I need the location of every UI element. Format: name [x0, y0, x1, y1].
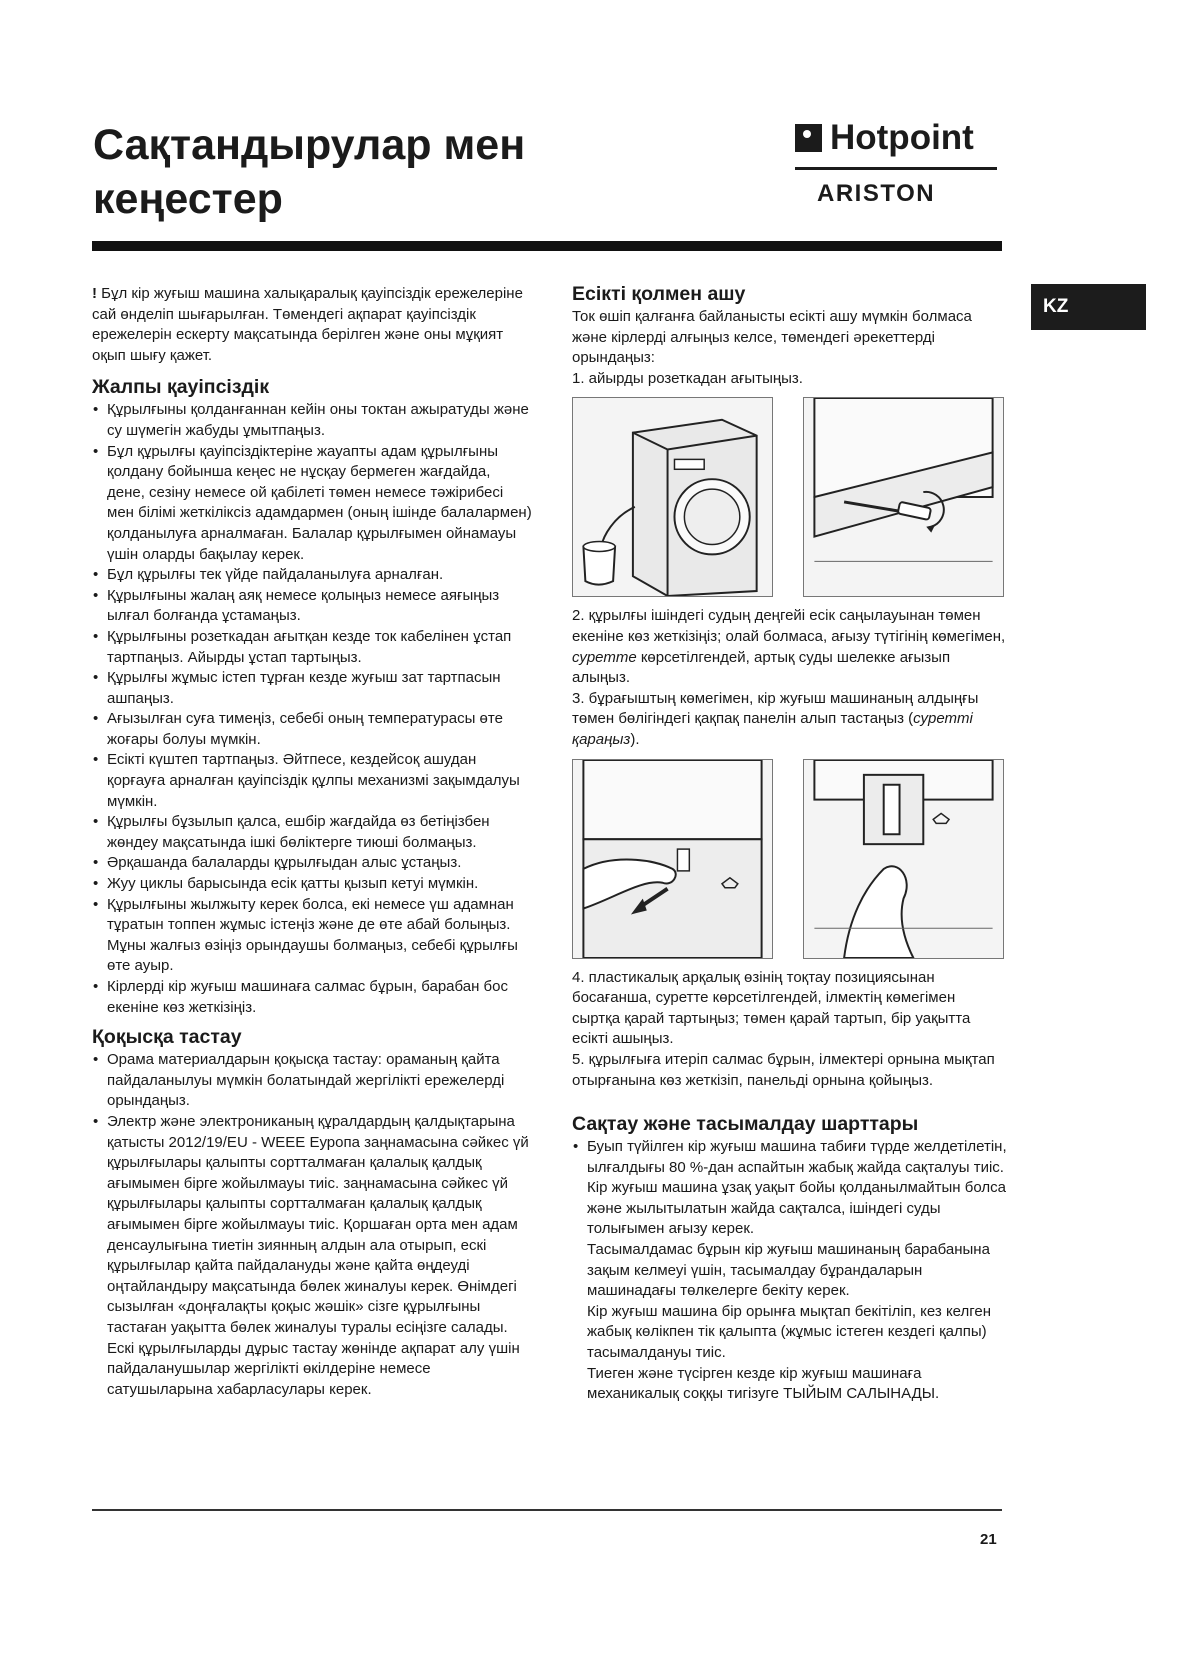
list-item: • Ағызылған суға тимеңіз, себебі оның температурасы өте жоғары болуы мүмкін.	[92, 709, 532, 750]
step-4: 4. пластикалық арқалық өзінің тоқтау позициясынан босағанша, суретте көрсетілгендей, ілмектің көмегімен сыртқа қарай тартыңыз; төмен қарай тартып, бір уақытта есікті ашыңыз.	[572, 968, 971, 1048]
logo-mark-icon	[795, 124, 822, 152]
list-item: • Құрылғыны жалаң аяқ немесе қолыңыз немесе аяғыңыз ылғал болғанда ұстамаңыз.	[92, 586, 532, 627]
list-item: • Құрылғыны қолданғаннан кейін оны токтан ажыратуды және су шүмегін жабуды ұмытпаңыз.	[92, 400, 532, 441]
safety-list	[92, 400, 532, 1018]
list-item: • Электр және электрониканың құралдардың қалдықтарына қатысты 2012/19/EU - WEEE Еуропа заңнамасына сәйкес үй құрылғылары қалыпты сортталмаған қалалық қалдық ағымымен бірге жойылмауы тиіс. заңнамасына сәйкес үй құрылғылары қалыпты сортталмаған қалалық қалдық ағымымен бірге жойылмауы тиіс. Қоршаған орта мен адам денсаулығына тиетін зиянның алдын ала отырып, ескі құрылғылар қайта пайдалануды және қайта өңдеуді оңтайландыру мақсатында бөлек жиналуы керек. Өнімдегі сызылған «доңғалақты қоқыс жәшік» сізге құрылғыны тастаған уақытта бөлек жиналуы туралы есіңізге салады. Ескі құрылғыларды дұрыс тастау жөнінде ақпарат алу үшін пайдаланушылар жергілікті өкілдеріне немесе сатушыларына хабарласулары керек.	[92, 1112, 532, 1400]
list-item: • Құрылғы жұмыс істеп тұрған кезде жуғыш зат тартпасын ашпаңыз.	[92, 668, 532, 709]
right-column	[572, 281, 1007, 1405]
list-item: • Әрқашанда балаларды құрылғыдан алыс ұстаңыз.	[92, 853, 532, 874]
header-divider	[92, 241, 1002, 251]
brand-name: Hotpoint	[830, 118, 974, 157]
storage-list	[572, 1137, 1007, 1178]
hook-pull-illustration	[572, 759, 773, 959]
list-item: • Жуу циклы барысында есік қатты қызып кетуі мүмкін.	[92, 874, 532, 895]
safety-note	[92, 284, 532, 366]
step-1: 1. айырды розеткадан ағытыңыз.	[572, 369, 803, 387]
figure-row-2	[572, 759, 1004, 959]
list-item: • Құрылғы бұзылып қалса, ешбір жағдайда өз бетіңізбен жөндеу мақсатында ішкі бөліктерге тиюші болмаңыз.	[92, 812, 532, 853]
page-number: 21	[980, 1531, 997, 1548]
step-5: 5. құрылғыға итеріп салмас бұрын, ілмектері орнына мықтап отырғанына көз жеткізіп, панельді орнына қойыңыз.	[572, 1050, 995, 1089]
door-intro: Ток өшіп қалғанға байланысты есікті ашу мүмкін болмаса және кірлерді алғыңыз келсе, төмендегі әрекеттерді орындаңыз:	[572, 308, 972, 367]
brand-subname: ARISTON	[817, 180, 936, 207]
page-title-line2: кеңестер	[93, 175, 283, 223]
brand-logo	[795, 118, 1000, 218]
language-tab: KZ	[1031, 284, 1146, 330]
list-item: • Орама материалдарын қоқысқа тастау: ораманың қайта пайдаланылуы мүмкін болатындай жергілікті ережелерді орындаңыз.	[92, 1050, 532, 1112]
list-item: • Кірлерді кір жуғыш машинаға салмас бұрын, барабан бос екеніне көз жеткізіңіз.	[92, 977, 532, 1018]
list-item: • Құрылғыны розеткадан ағытқан кезде ток кабелінен ұстап тартпаңыз. Айырды ұстап тартыңыз.	[92, 627, 532, 668]
step-2: 2. құрылғы ішіндегі судың деңгейі есік саңылауынан төмен екеніне көз жеткізіңіз; олай болмаса, ағызу түтігінің көмегімен, суретте көрсетілгендей, артық суды шелекке ағызып алыңыз.	[572, 607, 1006, 687]
page-title	[93, 118, 653, 226]
section-title-disposal: Қоқысқа тастау	[92, 1026, 242, 1049]
storage-paragraph: Кір жуғыш машина бір орынға мықтап бекітіліп, кез келген жабық көлікпен тік қалыпта (жұмыс істеген кездегі қалпы) тасымалдануы тиіс.	[587, 1302, 992, 1362]
list-item: • Құрылғыны жылжыту керек болса, екі немесе үш адамнан тұратын топпен жұмыс істеңіз және де өте абай болыңыз. Мұны жалғыз өзіңіз орындаушы болмаңыз, себебі құрылғы өте ауыр.	[92, 895, 532, 977]
footer-divider	[92, 1509, 1002, 1511]
logo-rule	[795, 167, 997, 170]
section-title-storage: Сақтау және тасымалдау шарттары	[572, 1113, 919, 1136]
safety-note-text: Бұл кір жуғыш машина халықаралық қауіпсіздік ережелеріне сай өнделіп шығарылған. Төмендегі ақпарат қауіпсіздік ережелерін ескерту мақсатында берілген және оны мұқият оқып шығу қажет.	[92, 285, 523, 364]
page-title-line1: Сақтандырулар мен	[93, 121, 526, 169]
door-release-illustration	[803, 759, 1004, 959]
storage-paragraph: Кір жуғыш машина ұзақ уақыт бойы қолданылмайтын болса және жылытылатын жайда сақталса, ішіндегі суды толығымен ағызу керек.	[587, 1179, 1006, 1238]
list-item: • Бұл құрылғы тек үйде пайдаланылуға арналған.	[92, 565, 532, 586]
left-column	[92, 284, 532, 1400]
disposal-list	[92, 1050, 532, 1400]
list-item: • Есікті күштеп тартпаңыз. Әйтпесе, кездейсоқ ашудан қорғауға арналған қауіпсіздік құлпы механизмі зақымдалуы мүмкін.	[92, 750, 532, 812]
washer-drain-illustration	[572, 397, 773, 597]
list-item: • Бұл құрылғы қауіпсіздіктеріне жауапты адам құрылғыны қолдану бойынша кеңес не нұсқау бермеген жағдайда, дене, сезіну немесе ой қабілеті төмен немесе тәжірибесі мен білімі жеткіліксіз адамдармен (оның ішінде балалармен) қолданылуға арналмаған. Балалар құрылғымен ойнамауы үшін оларды бақылау керек.	[92, 442, 532, 566]
step-3: 3. бұрағыштың көмегімен, кір жуғыш машинаның алдыңғы төмен бөлігіндегі қақпақ панелін алып тастаңыз (суретті қараңыз).	[572, 689, 979, 748]
storage-paragraph: Тасымалдамас бұрын кір жуғыш машинаның барабанына зақым келмеуі үшін, тасымалдау бұрандаларын машинадағы төлкелерге бекіту керек.	[587, 1241, 990, 1300]
section-title-door-opening: Есікті қолмен ашу	[572, 283, 746, 305]
warning-icon: !	[92, 285, 97, 302]
list-item: • Буып түйілген кір жуғыш машина табиғи түрде желдетілетін, ылғалдығы 80 %-дан аспайтын жабық жайда сақталуы тиіс.	[572, 1137, 1007, 1178]
storage-paragraph: Тиеген және түсірген кезде кір жуғыш машинаға механикалық соққы тигізуге ТЫЙЫМ САЛЫНАДЫ.	[587, 1364, 940, 1403]
section-title-general-safety: Жалпы қауіпсіздік	[92, 376, 270, 399]
panel-removal-illustration	[803, 397, 1004, 597]
figure-row-1	[572, 397, 1004, 597]
